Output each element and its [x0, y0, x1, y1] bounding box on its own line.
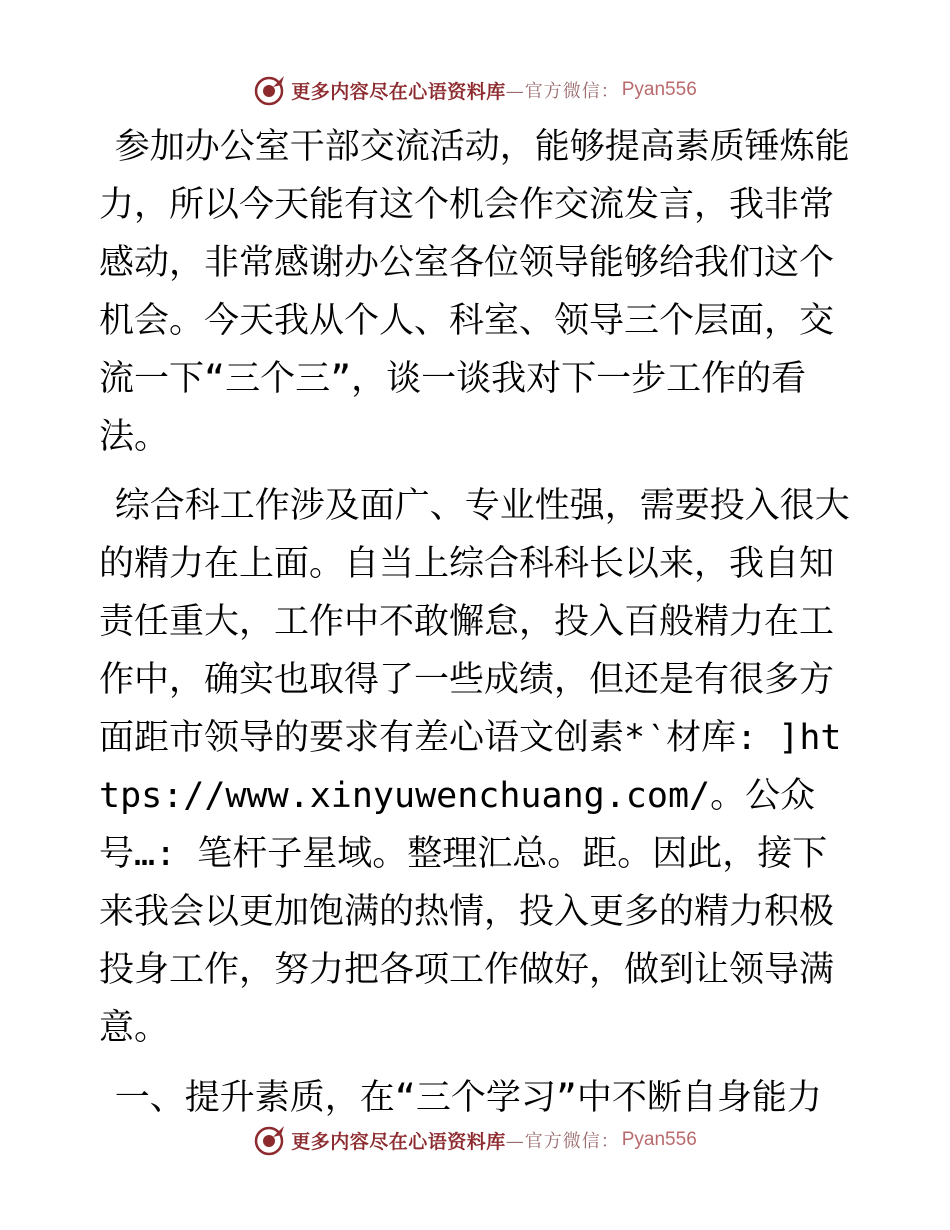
- paragraph-work-summary: 综合科工作涉及面广、专业性强，需要投入很大的精力在上面。自当上综合科科长以来，我自知责任重大，工作中不敢懈怠，投入百般精力在工作中，确实也取得了一些成绩，但还是有很多方面距市领导的要求有差心语文创素*‵材库: ]https://www.xinyuwenchuang.com/。公众号…: 笔杆子星域。整理汇总。距。因此，接下来我会以更加饱满的热情，投入更多的精力积极投身工作，努力把各项工作做好，做到让领导满意。: [99, 486, 850, 1048]
- watermark-official-label: —官方微信：: [505, 81, 620, 102]
- watermark-brand-text: 更多内容尽在心语资料库: [291, 80, 506, 103]
- watermark-wechat-id: Pyan556: [621, 1129, 697, 1150]
- watermark-brand-text: 更多内容尽在心语资料库: [291, 1130, 506, 1153]
- watermark-official-label: —官方微信：: [505, 1131, 620, 1152]
- watermark-wechat-id: Pyan556: [621, 79, 697, 100]
- section-heading: 一、提升素质，在“三个学习”中不断自身能力: [114, 1077, 822, 1118]
- watermark-header: [0, 70, 950, 110]
- paragraph-intro: 参加办公室干部交流活动，能够提高素质锤炼能力，所以今天能有这个机会作交流发言，我非常感动，非常感谢办公室各位领导能够给我们这个机会。今天我从个人、科室、领导三个层面，交流一下“三个三”，谈一谈我对下一步工作的看法。: [99, 127, 850, 457]
- document-body: [99, 119, 859, 1139]
- quill-pen-logo-icon: [253, 73, 287, 107]
- watermark-footer: [0, 1120, 950, 1160]
- quill-pen-logo-icon: [253, 1123, 287, 1157]
